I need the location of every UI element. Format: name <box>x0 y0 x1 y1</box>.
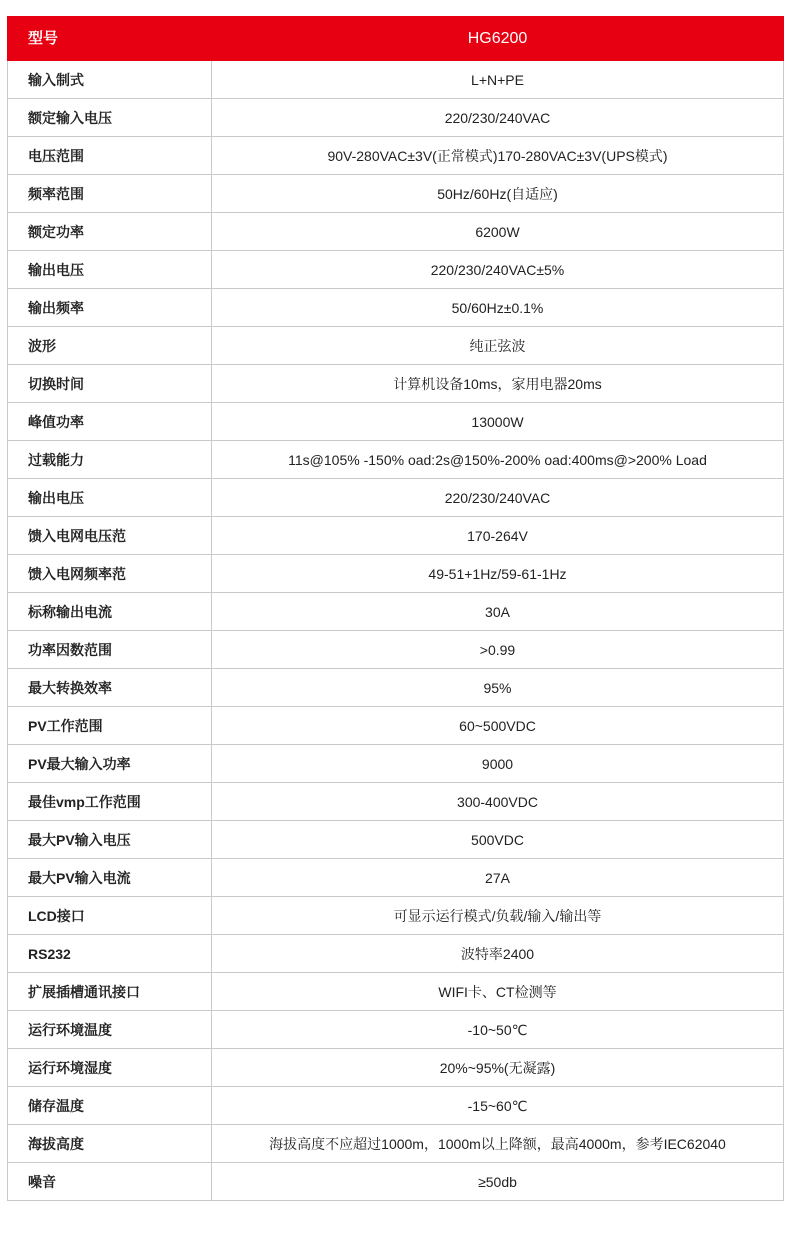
spec-label: 额定功率 <box>8 213 212 251</box>
spec-label: 标称输出电流 <box>8 593 212 631</box>
table-row <box>8 289 784 327</box>
table-row <box>8 1011 784 1049</box>
table-row <box>8 1087 784 1125</box>
table-row <box>8 973 784 1011</box>
spec-label: 馈入电网电压范 <box>8 517 212 555</box>
spec-label: 额定输入电压 <box>8 99 212 137</box>
spec-label: PV工作范围 <box>8 707 212 745</box>
spec-label: 扩展插槽通讯接口 <box>8 973 212 1011</box>
table-row <box>8 1049 784 1087</box>
table-row <box>8 99 784 137</box>
spec-label: 最大PV输入电流 <box>8 859 212 897</box>
spec-value: 6200W <box>212 213 784 251</box>
spec-value: 9000 <box>212 745 784 783</box>
spec-value: 95% <box>212 669 784 707</box>
spec-value: 13000W <box>212 403 784 441</box>
spec-value: >0.99 <box>212 631 784 669</box>
spec-label: 电压范围 <box>8 137 212 175</box>
spec-value: 50Hz/60Hz(自适应) <box>212 175 784 213</box>
table-row <box>8 365 784 403</box>
table-row <box>8 441 784 479</box>
table-row <box>8 213 784 251</box>
spec-label: 峰值功率 <box>8 403 212 441</box>
table-row <box>8 1125 784 1163</box>
spec-value: 30A <box>212 593 784 631</box>
table-row <box>8 517 784 555</box>
spec-value: 11s@105% -150% oad:2s@150%-200% oad:400ms@>200% Load <box>212 441 784 479</box>
spec-label: 输出电压 <box>8 479 212 517</box>
table-row <box>8 631 784 669</box>
spec-value: 300-400VDC <box>212 783 784 821</box>
table-row <box>8 137 784 175</box>
table-row <box>8 859 784 897</box>
spec-value: 220/230/240VAC <box>212 99 784 137</box>
table-row <box>8 555 784 593</box>
table-row <box>8 935 784 973</box>
spec-value: 220/230/240VAC <box>212 479 784 517</box>
spec-label: 输出电压 <box>8 251 212 289</box>
table-row <box>8 821 784 859</box>
table-row <box>8 707 784 745</box>
spec-label: PV最大输入功率 <box>8 745 212 783</box>
spec-value: 计算机设备10ms，家用电器20ms <box>212 365 784 403</box>
spec-value: 90V-280VAC±3V(正常模式)170-280VAC±3V(UPS模式) <box>212 137 784 175</box>
spec-value: 可显示运行模式/负载/输入/输出等 <box>212 897 784 935</box>
table-row <box>8 327 784 365</box>
spec-value: 20%~95%(无凝露) <box>212 1049 784 1087</box>
table-row <box>8 783 784 821</box>
spec-label: RS232 <box>8 935 212 973</box>
table-row <box>8 403 784 441</box>
spec-value: ≥50db <box>212 1163 784 1201</box>
table-row <box>8 251 784 289</box>
spec-table <box>7 16 784 1201</box>
spec-value: 波特率2400 <box>212 935 784 973</box>
spec-label: LCD接口 <box>8 897 212 935</box>
spec-value: 50/60Hz±0.1% <box>212 289 784 327</box>
spec-value: 500VDC <box>212 821 784 859</box>
table-row <box>8 593 784 631</box>
spec-value: -15~60℃ <box>212 1087 784 1125</box>
table-row <box>8 61 784 99</box>
spec-label: 运行环境湿度 <box>8 1049 212 1087</box>
spec-value: 49-51+1Hz/59-61-1Hz <box>212 555 784 593</box>
spec-label: 最大PV输入电压 <box>8 821 212 859</box>
spec-value: 海拔高度不应超过1000m，1000m以上降额，最高4000m，参考IEC62040 <box>212 1125 784 1163</box>
table-row <box>8 479 784 517</box>
spec-value: 170-264V <box>212 517 784 555</box>
spec-label: 噪音 <box>8 1163 212 1201</box>
spec-table-body <box>8 17 784 1201</box>
spec-value: -10~50℃ <box>212 1011 784 1049</box>
header-row <box>8 17 784 61</box>
spec-label: 输入制式 <box>8 61 212 99</box>
spec-value: 纯正弦波 <box>212 327 784 365</box>
spec-value: WIFI卡、CT检测等 <box>212 973 784 1011</box>
model-label: 型号 <box>8 17 212 61</box>
spec-label: 馈入电网频率范 <box>8 555 212 593</box>
spec-label: 最佳vmp工作范围 <box>8 783 212 821</box>
spec-value: L+N+PE <box>212 61 784 99</box>
spec-label: 运行环境温度 <box>8 1011 212 1049</box>
spec-label: 过载能力 <box>8 441 212 479</box>
model-value: HG6200 <box>212 17 784 61</box>
spec-label: 切换时间 <box>8 365 212 403</box>
spec-value: 220/230/240VAC±5% <box>212 251 784 289</box>
table-row <box>8 669 784 707</box>
spec-label: 波形 <box>8 327 212 365</box>
table-row <box>8 175 784 213</box>
table-row <box>8 745 784 783</box>
spec-label: 输出频率 <box>8 289 212 327</box>
spec-label: 频率范围 <box>8 175 212 213</box>
spec-label: 功率因数范围 <box>8 631 212 669</box>
spec-value: 27A <box>212 859 784 897</box>
table-row <box>8 897 784 935</box>
spec-label: 储存温度 <box>8 1087 212 1125</box>
spec-label: 最大转换效率 <box>8 669 212 707</box>
spec-label: 海拔高度 <box>8 1125 212 1163</box>
spec-value: 60~500VDC <box>212 707 784 745</box>
table-row <box>8 1163 784 1201</box>
